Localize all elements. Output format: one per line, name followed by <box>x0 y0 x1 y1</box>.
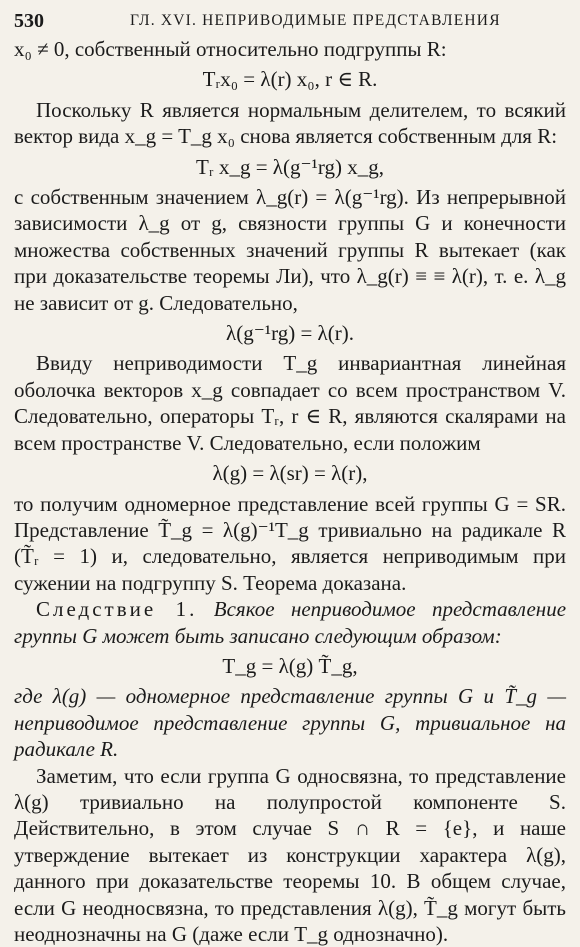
formula-eigen-x0: Tᵣx₀ = λ(r) x₀, r ∈ R. <box>202 67 378 92</box>
formula-lambda-invariance: λ(g⁻¹rg) = λ(r). <box>226 321 354 346</box>
paragraph-eigen-intro: x₀ ≠ 0, собственный относительно подгруппы R: <box>14 37 447 61</box>
book-page <box>14 8 566 947</box>
running-title: ГЛ. XVI. НЕПРИВОДИМЫЕ ПРЕДСТАВЛЕНИЯ <box>130 12 501 29</box>
corollary-label: Следствие 1. <box>36 597 198 622</box>
corollary-text: Всякое неприводимое представление группы G может быть записано следующим образом: <box>14 597 567 648</box>
formula-lambda-definition: λ(g) = λ(sr) = λ(r), <box>212 461 368 486</box>
paragraph-simply-connected-remark: Заметим, что если группа G односвязна, то представление λ(g) тривиально на полупростой компоненте S. Действительно, в этом случае S ∩ R = {e}, и наше утверждение вытекает из конструкции характера λ(g), данного при доказательстве теоремы 10. В общем случае, если G неодносвязна, то представления λ(g), T̃_g могут быть неоднозначны на G (даже если T_g однозначно). <box>14 763 566 946</box>
paragraph-normal-divisor: Поскольку R является нормальным делителем, то всякий вектор вида x_g = T_g x₀ снова является собственным для R: <box>14 97 566 149</box>
corollary-1 <box>14 596 566 649</box>
formula-decomposition: T_g = λ(g) T̃_g, <box>222 653 358 678</box>
paragraph-one-dim-representation: то получим одномерное представление всей группы G = SR. Представление T̃_g = λ(g)⁻¹T_g тривиально на радикале R (T̃ᵣ = 1) и, следовательно, является неприводимым при сужении на подгруппу S. Теорема доказана. <box>14 491 566 595</box>
paragraph-decomposition-explanation: где λ(g) — одномерное представление группы G и T̃_g — неприводимое представление группы G, тривиальное на радикале R. <box>14 684 566 762</box>
paragraph-eigenvalue-continuity: с собственным значением λ_g(r) = λ(g⁻¹rg). Из непрерывной зависимости λ_g от g, связности группы G и конечности множества собственных значений группы R вытекает (как при доказательстве теоремы Ли), что λ_g(r) ≡ ≡ λ(r), т. е. λ_g не зависит от g. Следовательно, <box>14 185 566 315</box>
page-header <box>14 8 566 36</box>
paragraph-irreducibility: Ввиду неприводимости T_g инвариантная линейная оболочка векторов x_g совпадает со всем пространством V. Следовательно, операторы Tᵣ, r ∈ R, являются скалярами на всем пространстве V. Следовательно, если положим <box>14 351 566 455</box>
formula-eigen-xg: Tᵣ x_g = λ(g⁻¹rg) x_g, <box>196 154 384 179</box>
page-number: 530 <box>14 10 44 32</box>
